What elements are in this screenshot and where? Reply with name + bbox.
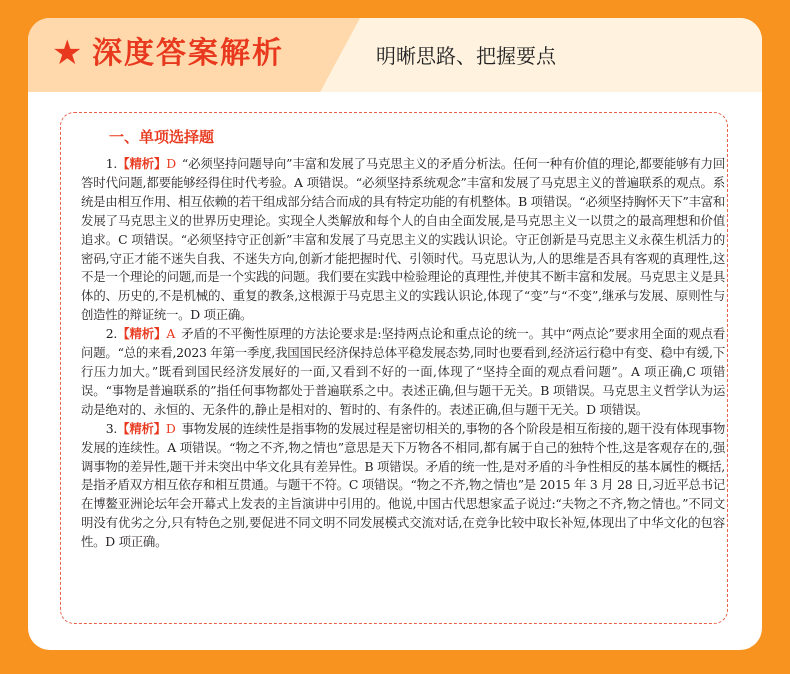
analysis-text: 事物发展的连续性是指事物的发展过程是密切相关的,事物的各个阶段是相互衔接的,题干没有体现事物发展的连续性。A 项错误。“物之不齐,物之情也”意思是天下万物各不相同,都有属于自己的独特个性,这是客观存在的,强调事物的差异性,题干并未突出中华文化具有差异性。B 项错误。矛盾的统一性,是对矛盾的斗争性相反的基本属性的概括,是指矛盾双方相互依存和相互贯通。与题干不符。C 项错误。“物之不齐,物之情也”是 2015 年 3 月 28 日,习近平总书记在博鳌亚洲论坛年会开幕式上发表的主旨演讲中引用的。他说,中国古代思想家孟子说过:“夫物之不齐,物之情也。”不同文明没有优劣之分,只有特色之别,要促进不同文明不同发展模式交流对话,在竞争比较中取长补短,体现出了中华文化的包容性。D 项正确。	[81, 420, 725, 550]
section-title: 一、单项选择题	[109, 128, 215, 146]
analysis-tag: 【精析】	[117, 420, 166, 436]
item-number: 1.	[105, 156, 118, 171]
answer-card	[28, 18, 762, 650]
analysis-text: 矛盾的不平衡性原理的方法论要求是:坚持两点论和重点论的统一。其中“两点论”要求用全面的观点看问题。“总的来看,2023 年第一季度,我国国民经济保持总体平稳发展态势,同时也要看到,经济运行稳中有变、稳中有缓,下行压力加大。”既看到国民经济发展好的一面,又看到不好的一面,体现了“坚持全面的观点看问题”。A 项正确,C 项错误。“事物是普遍联系的”指任何事物都处于普遍联系之中。表述正确,但与题干无关。B 项错误。马克思主义哲学认为运动是绝对的、永恒的、无条件的,静止是相对的、暂时的、有条件的。表述正确,但与题干无关。D 项错误。	[81, 326, 726, 417]
answer-item	[81, 420, 725, 552]
item-number: 3.	[105, 420, 118, 436]
analysis-text: “必须坚持问题导向”丰富和发展了马克思主义的矛盾分析法。任何一种有价值的理论,都要能够有力回答时代问题,都要能够经得住时代考验。A 项错误。“必须坚持系统观念”丰富和发展了马克思主义的普遍联系的观点。系统是由相互作用、相互依赖的若干组成部分结合而成的具有特定功能的有机整体。B 项错误。“必须坚持胸怀天下”丰富和发展了马克思主义的世界历史理论。实现全人类解放和每个人的自由全面发展,是马克思主义一以贯之的最高理想和价值追求。C 项错误。“必须坚持守正创新”丰富和发展了马克思主义的实践认识论。守正创新是马克思主义永葆生机活力的密码,守正才能不迷失自我、不迷失方向,创新才能把握时代、引领时代。马克思认为,人的思维是否具有客观的真理性,这不是一个理论的问题,而是一个实践的问题。我们要在实践中检验理论的真理性,并使其不断丰富和发展。马克思主义是具体的、历史的,不是机械的、重复的教条,这根源于马克思主义的实践认识论,体现了“变”与“不变”,继承与发展、原则性与创造性的辩证统一。D 项正确。	[81, 156, 725, 323]
answer-list	[81, 155, 725, 552]
analysis-tag: 【精析】	[117, 156, 167, 171]
header-subtitle: 明晰思路、把握要点	[376, 44, 556, 68]
answer-letter: D	[166, 156, 176, 171]
analysis-tag: 【精析】	[117, 326, 167, 342]
answer-content-box	[60, 112, 728, 624]
header-banner	[28, 18, 762, 92]
answer-item	[81, 155, 725, 325]
answer-letter: D	[165, 420, 176, 436]
answer-letter: A	[166, 326, 176, 342]
star-icon: ★	[52, 33, 83, 73]
answer-item	[81, 325, 725, 420]
header-title: 深度答案解析	[92, 36, 284, 71]
item-number: 2.	[105, 326, 118, 342]
